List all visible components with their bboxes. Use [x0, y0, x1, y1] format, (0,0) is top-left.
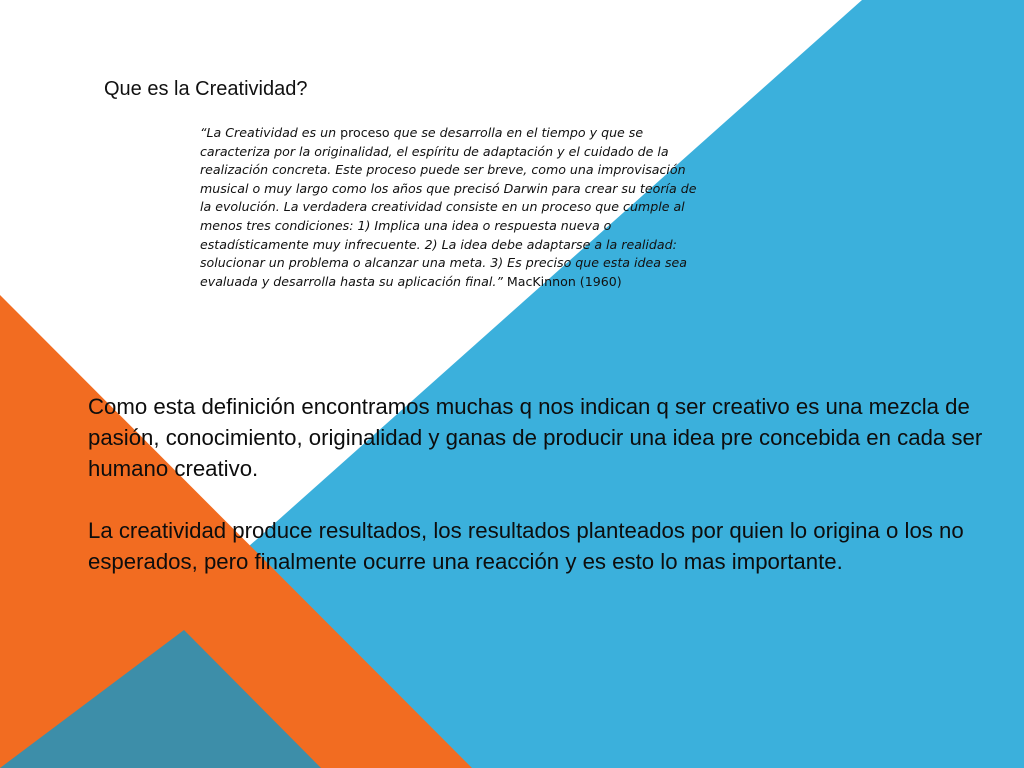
body-paragraph: La creatividad produce resultados, los resultados planteados por quien lo origina o los no esperados, pero finalmente ocurre una reacción y es esto lo mas importante.	[88, 518, 964, 574]
slide-title: Que es la Creatividad?	[104, 78, 308, 100]
body-paragraph: Como esta definición encontramos muchas q nos indican q ser creativo es una mezcla de pasión, conocimiento, originalidad y ganas de producir una idea pre concebida en cada ser humano creativo.	[88, 394, 983, 481]
quote-author: MacKinnon (1960)	[502, 273, 622, 289]
quote-block	[200, 124, 700, 291]
quote-open-mark: “	[200, 125, 207, 140]
quote-text-before: La Creatividad es un	[206, 125, 341, 140]
paragraph-spacer	[88, 484, 988, 515]
body-text	[88, 391, 988, 577]
quote-keyword: proceso	[340, 125, 390, 140]
quote-text-after: que se desarrolla en el tiempo y que se caracteriza por la originalidad, el espíritu de adaptación y el cuidado de la realización concreta. Este proceso puede ser breve, como una improvisación musical o muy largo como los años que precisó Darwin para crear su teoría de la evolución. La verdadera creatividad consiste en un proceso que cumple al menos tres condiciones: 1) Implica una idea o respuesta nueva o estadísticamente muy infrecuente. 2) La idea debe adaptarse a la realidad: solucionar un problema o alcanzar una meta. 3) Es preciso que esta idea sea evaluada y desarrolla hasta su aplicación final.”	[200, 125, 697, 289]
